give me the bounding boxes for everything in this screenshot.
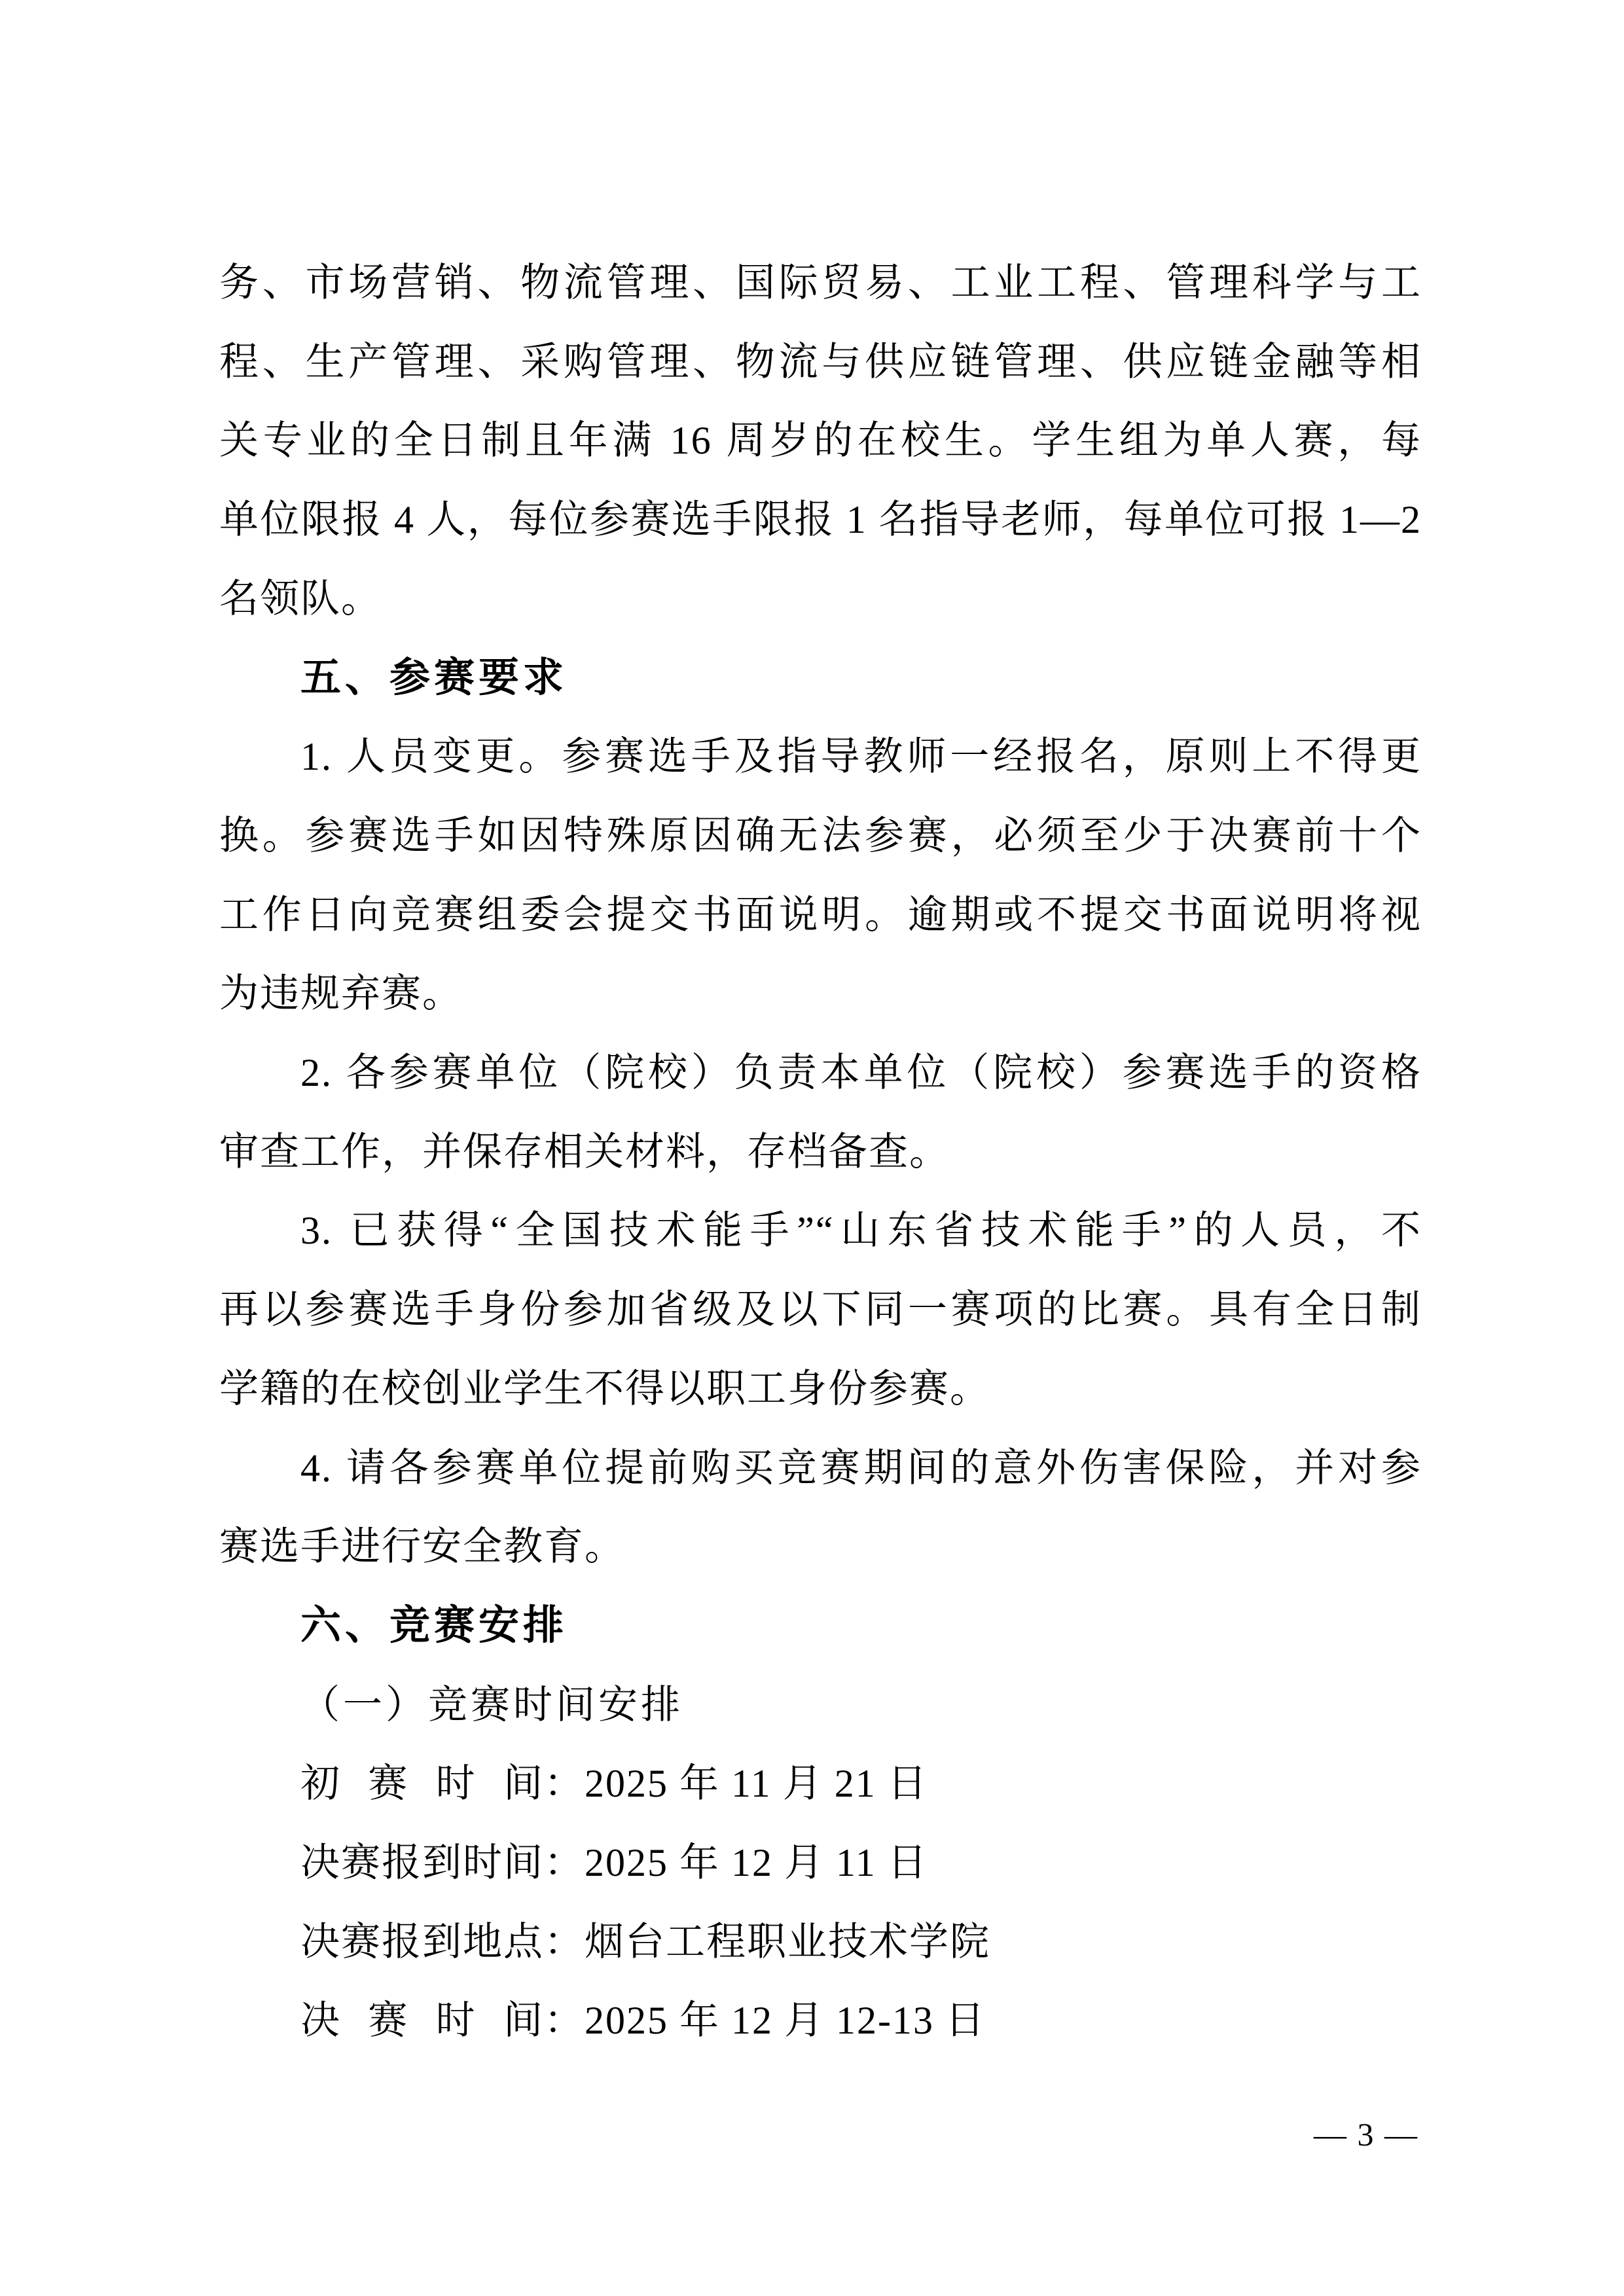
paragraph-line: 单位限报 4 人，每位参赛选手限报 1 名指导老师，每单位可报 1—2 xyxy=(219,498,1422,542)
schedule-label: 决赛报到时间 xyxy=(300,1841,544,1885)
paragraph-line: 换。参赛选手如因特殊原因确无法参赛，必须至少于决赛前十个 xyxy=(219,814,1422,857)
schedule-value: ：2025 年 12 月 12-13 日 xyxy=(544,1999,986,2043)
paragraph-line: 3. 已获得“全国技术能手”“山东省技术能手”的人员，不 xyxy=(300,1209,1422,1253)
paragraph-line: 务、市场营销、物流管理、国际贸易、工业工程、管理科学与工 xyxy=(219,261,1422,304)
paragraph-line: 名领队。 xyxy=(219,577,382,620)
paragraph-line: 学籍的在校创业学生不得以职工身份参赛。 xyxy=(219,1367,990,1410)
page-number: — 3 — xyxy=(1314,2116,1418,2153)
paragraph-line: 4. 请各参赛单位提前购买竞赛期间的意外伤害保险，并对参 xyxy=(300,1446,1422,1490)
paragraph-line: 再以参赛选手身份参加省级及以下同一赛项的比赛。具有全日制 xyxy=(219,1288,1422,1332)
paragraph-line: 关专业的全日制且年满 16 周岁的在校生。学生组为单人赛，每 xyxy=(219,419,1422,463)
schedule-value: ：2025 年 12 月 11 日 xyxy=(544,1841,928,1885)
schedule-label: 初赛时间 xyxy=(300,1762,544,1806)
paragraph-line: 为违规弃赛。 xyxy=(219,972,463,1016)
paragraph-line: 2. 各参赛单位（院校）负责本单位（院校）参赛选手的资格 xyxy=(300,1051,1422,1095)
schedule-value: ：烟台工程职业技术学院 xyxy=(544,1920,990,1964)
section-heading-5: 五、参赛要求 xyxy=(300,655,568,700)
section-heading-6: 六、竞赛安排 xyxy=(300,1602,568,1648)
paragraph-line: 工作日向竞赛组委会提交书面说明。逾期或不提交书面说明将视 xyxy=(219,893,1422,937)
paragraph-line: 1. 人员变更。参赛选手及指导教师一经报名，原则上不得更 xyxy=(300,735,1422,779)
paragraph-line: 审查工作，并保存相关材料，存档备查。 xyxy=(219,1130,950,1174)
subsection-heading: （一）竞赛时间安排 xyxy=(300,1683,683,1727)
document-body xyxy=(219,0,1422,2060)
paragraph-line: 程、生产管理、采购管理、物流与供应链管理、供应链金融等相 xyxy=(219,340,1422,384)
schedule-line-final-checkin-venue xyxy=(219,1903,1422,1982)
paragraph-line: 赛选手进行安全教育。 xyxy=(219,1525,625,1569)
schedule-label: 决赛报到地点 xyxy=(300,1920,544,1964)
schedule-line-preliminary xyxy=(219,1744,1422,1823)
schedule-line-final-time xyxy=(219,1981,1422,2060)
schedule-value: ：2025 年 11 月 21 日 xyxy=(544,1762,928,1806)
schedule-line-final-checkin-time xyxy=(219,1823,1422,1903)
schedule-label: 决赛时间 xyxy=(300,1999,544,2043)
